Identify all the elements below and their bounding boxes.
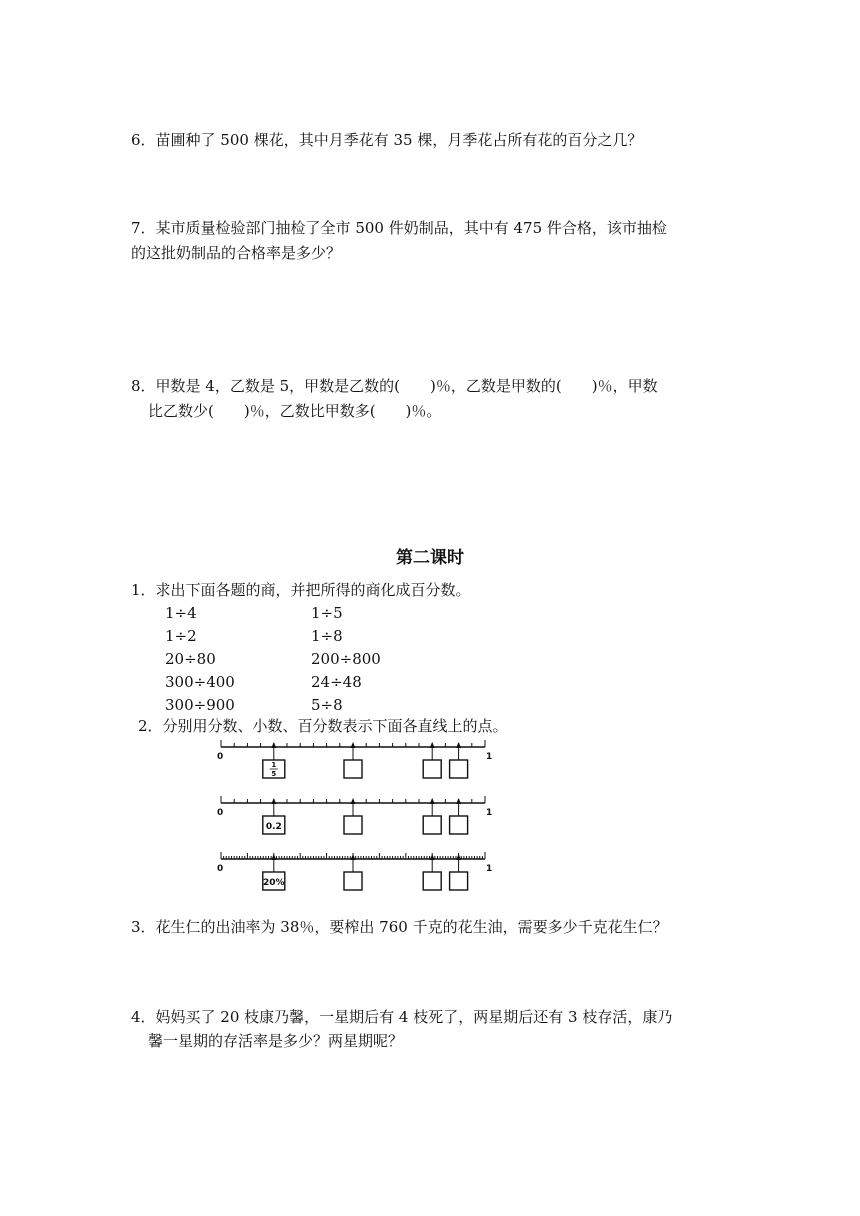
- point-arrow: [351, 742, 356, 748]
- calc-item: 300÷400: [165, 673, 235, 691]
- calc-item: 1÷5: [311, 604, 343, 622]
- example-value: 20%: [263, 878, 285, 888]
- point-arrow: [271, 798, 276, 804]
- number-line-2: [210, 794, 500, 840]
- fraction-numerator: 1: [271, 761, 277, 769]
- question-8-line-1: 8．甲数是 4，乙数是 5，甲数是乙数的( )％，乙数是甲数的( )％，甲数: [131, 377, 658, 395]
- calc-item: 1÷4: [165, 604, 197, 622]
- start-label: 0: [217, 864, 224, 874]
- end-label: 1: [486, 752, 493, 762]
- answer-box: [344, 816, 362, 834]
- point-arrow: [271, 742, 276, 748]
- calc-item: 300÷900: [165, 696, 235, 714]
- question-7-line-2: 的这批奶制品的合格率是多少？: [131, 244, 342, 262]
- answer-box: [344, 872, 362, 890]
- point-arrow: [456, 742, 461, 748]
- problem-4-line-1: 4．妈妈买了 20 枝康乃馨，一星期后有 4 枝死了，两星期后还有 3 枝存活，康乃: [131, 1008, 673, 1026]
- problem-3: 3．花生仁的出油率为 38％，要榨出 760 千克的花生油，需要多少千克花生仁？: [131, 918, 668, 936]
- end-label: 1: [486, 864, 493, 874]
- calc-item: 1÷2: [165, 627, 197, 645]
- start-label: 0: [217, 752, 224, 762]
- point-arrow: [456, 854, 461, 860]
- fraction-denominator: 5: [271, 770, 277, 778]
- answer-box: [423, 760, 441, 778]
- point-arrow: [430, 798, 435, 804]
- section-title: 第二课时: [396, 548, 464, 568]
- end-label: 1: [486, 808, 493, 818]
- point-arrow: [430, 742, 435, 748]
- calc-item: 20÷80: [165, 650, 216, 668]
- answer-box: [423, 816, 441, 834]
- number-line-1: [210, 738, 500, 784]
- question-6: 6．苗圃种了 500 棵花，其中月季花有 35 棵，月季花占所有花的百分之几？: [131, 131, 643, 149]
- number-line-3: [210, 850, 500, 896]
- point-arrow: [351, 854, 356, 860]
- calc-item: 200÷800: [311, 650, 381, 668]
- example-value: 0.2: [265, 822, 282, 832]
- point-arrow: [456, 798, 461, 804]
- question-7-line-1: 7．某市质量检验部门抽检了全市 500 件奶制品，其中有 475 件合格，该市抽检: [131, 219, 667, 237]
- calc-item: 1÷8: [311, 627, 343, 645]
- question-8-line-2: 比乙数少( )％，乙数比甲数多( )％。: [148, 402, 442, 420]
- answer-box: [450, 760, 468, 778]
- calc-item: 5÷8: [311, 696, 343, 714]
- problem-4-line-2: 馨一星期的存活率是多少？两星期呢？: [148, 1032, 404, 1050]
- answer-box: [450, 816, 468, 834]
- answer-box: [344, 760, 362, 778]
- point-arrow: [430, 854, 435, 860]
- problem-1-stem: 1．求出下面各题的商，并把所得的商化成百分数。: [131, 581, 471, 599]
- answer-box: [423, 872, 441, 890]
- start-label: 0: [217, 808, 224, 818]
- problem-2-stem: 2．分别用分数、小数、百分数表示下面各直线上的点。: [138, 717, 508, 735]
- calc-item: 24÷48: [311, 673, 362, 691]
- point-arrow: [351, 798, 356, 804]
- point-arrow: [271, 854, 276, 860]
- answer-box: [450, 872, 468, 890]
